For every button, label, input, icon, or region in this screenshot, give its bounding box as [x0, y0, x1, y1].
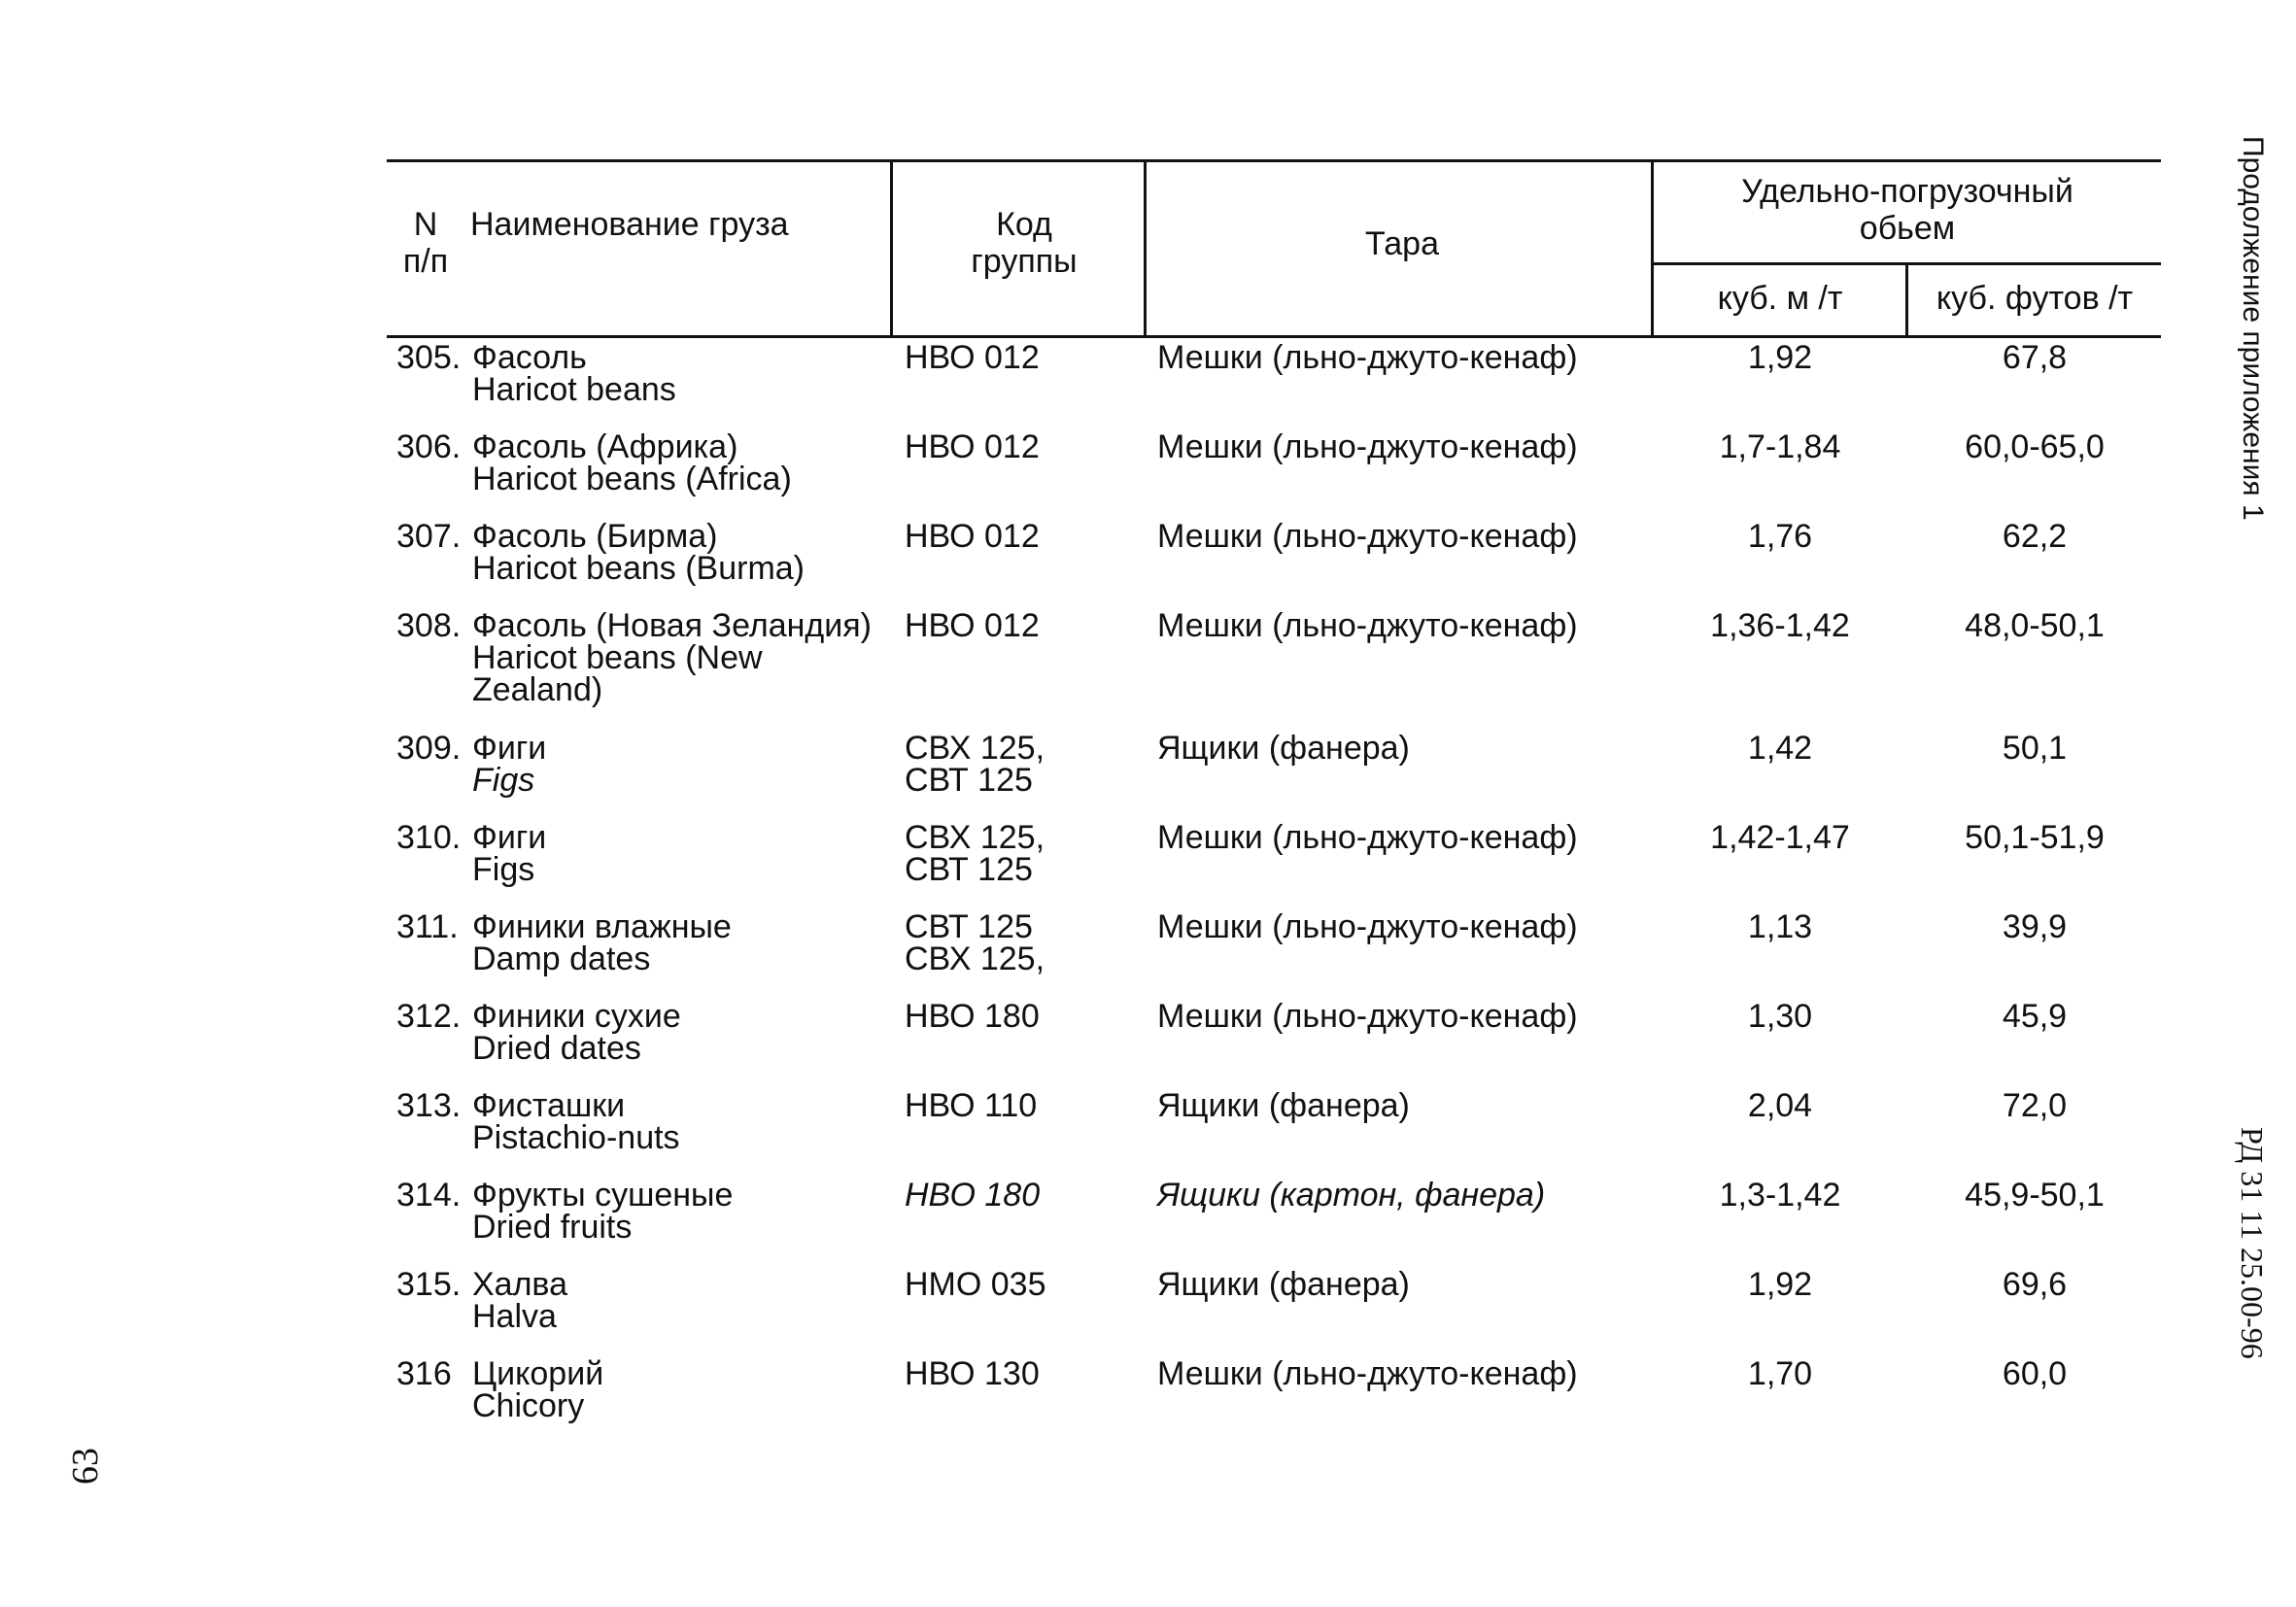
packaging: [1157, 730, 1643, 767]
group-code-line1: СВХ 125,: [905, 819, 1045, 856]
packaging: [1157, 1266, 1643, 1303]
header-number: [387, 206, 464, 280]
volume-cubic-meters: [1654, 908, 1906, 945]
group-code: [905, 1087, 1148, 1124]
row-number-text: 313.: [396, 1087, 462, 1124]
volume-m3-text: 1,3-1,42: [1719, 1177, 1841, 1214]
continuation-note: Продолжение приложения 1: [2237, 136, 2269, 521]
volume-m3-text: 1,42: [1747, 730, 1813, 767]
volume-m3-text: 1,30: [1747, 998, 1813, 1035]
cargo-name: [472, 1355, 900, 1424]
packaging: [1157, 607, 1643, 644]
packaging-text: Ящики (фанера): [1157, 1266, 1410, 1303]
header-packaging: Тара: [1365, 225, 1439, 262]
volume-ft3-text: 45,9: [2002, 998, 2068, 1035]
row-number-text: 312.: [396, 998, 462, 1035]
cargo-name-ru: Цикорий: [472, 1355, 604, 1392]
row-number-text: 316: [396, 1355, 452, 1392]
volume-ft3-text: 69,6: [2002, 1266, 2068, 1303]
volume-cubic-feet: [1908, 908, 2161, 945]
packaging: [1157, 819, 1643, 856]
volume-ft3-text: 48,0-50,1: [1965, 607, 2105, 644]
group-code-line2: СВТ 125: [905, 762, 1033, 799]
volume-ft3-text: 50,1-51,9: [1965, 819, 2105, 856]
packaging-text: Мешки (льно-джуто-кенаф): [1157, 908, 1578, 945]
group-code-line2: СВХ 125,: [905, 940, 1045, 977]
cargo-name: [472, 428, 900, 497]
group-code: [905, 518, 1148, 555]
row-number: [396, 998, 464, 1035]
cargo-name-en: Haricot beans (Burma): [472, 550, 805, 587]
group-code: [905, 1266, 1148, 1303]
row-number-text: 308.: [396, 607, 462, 644]
row-number: [396, 428, 464, 465]
group-code-line1: СВТ 125: [905, 908, 1033, 945]
packaging-text: Мешки (льно-джуто-кенаф): [1157, 607, 1578, 644]
cargo-name: [472, 819, 900, 888]
volume-m3-text: 1,70: [1747, 1355, 1813, 1392]
cargo-name-ru: Финики сухие: [472, 998, 681, 1035]
cargo-name-ru: Халва: [472, 1266, 568, 1303]
header-group-code: [898, 206, 1150, 280]
group-code-line1: НВО 012: [905, 518, 1040, 555]
cargo-name: [472, 1266, 900, 1335]
volume-m3-text: 1,92: [1747, 1266, 1813, 1303]
packaging: [1157, 428, 1643, 465]
header-volume-line1: Удельно-погрузочный: [1741, 173, 2073, 210]
volume-cubic-feet: [1908, 998, 2161, 1035]
group-code: [905, 1177, 1148, 1214]
group-code: [905, 730, 1148, 799]
packaging: [1157, 1087, 1643, 1124]
volume-ft3-text: 72,0: [2002, 1087, 2068, 1124]
row-number-text: 310.: [396, 819, 462, 856]
document-code: РД 31 11 25.00-96: [2235, 1127, 2270, 1359]
packaging: [1157, 908, 1643, 945]
volume-m3-text: 1,76: [1747, 518, 1813, 555]
group-code-line1: НВО 180: [905, 998, 1040, 1035]
volume-ft3-text: 60,0-65,0: [1965, 428, 2105, 465]
volume-ft3-text: 45,9-50,1: [1965, 1177, 2105, 1214]
cargo-name-en: Haricot beans: [472, 371, 676, 408]
packaging-text: Ящики (картон, фанера): [1157, 1177, 1546, 1214]
cargo-name-en: Haricot beans (Africa): [472, 461, 792, 497]
cargo-name-en: Dried dates: [472, 1030, 641, 1067]
row-number: [396, 730, 464, 767]
volume-cubic-feet: [1908, 428, 2161, 465]
row-number-text: 306.: [396, 428, 462, 465]
packaging: [1157, 518, 1643, 555]
cargo-name: [472, 518, 900, 587]
header-divider: [890, 159, 893, 338]
volume-cubic-feet: [1908, 518, 2161, 555]
row-number: [396, 607, 464, 644]
group-code-line1: НВО 012: [905, 428, 1040, 465]
volume-cubic-feet: [1908, 339, 2161, 376]
header-stowage-volume: [1654, 173, 2161, 247]
volume-cubic-meters: [1654, 819, 1906, 856]
table-top-rule: [387, 159, 2161, 162]
packaging-text: Мешки (льно-джуто-кенаф): [1157, 518, 1578, 555]
volume-cubic-feet: [1908, 607, 2161, 644]
volume-cubic-meters: [1654, 607, 1906, 644]
packaging-text: Мешки (льно-джуто-кенаф): [1157, 998, 1578, 1035]
row-number: [396, 518, 464, 555]
row-number-text: 311.: [396, 908, 459, 945]
row-number: [396, 339, 464, 376]
group-code-line1: НВО 012: [905, 607, 1040, 644]
cargo-name-en: Figs: [472, 762, 535, 799]
cargo-name-en: Damp dates: [472, 940, 651, 977]
packaging-text: Мешки (льно-джуто-кенаф): [1157, 819, 1578, 856]
packaging-text: Мешки (льно-джуто-кенаф): [1157, 428, 1578, 465]
row-number-text: 315.: [396, 1266, 462, 1303]
packaging: [1157, 998, 1643, 1035]
cargo-name-en-cont: Zealand): [472, 671, 603, 708]
volume-ft3-text: 62,2: [2002, 518, 2068, 555]
row-number: [396, 1355, 464, 1392]
cargo-name-en: Figs: [472, 851, 535, 888]
row-number: [396, 908, 464, 945]
packaging: [1157, 339, 1643, 376]
packaging-text: Ящики (фанера): [1157, 730, 1410, 767]
volume-m3-text: 1,13: [1747, 908, 1813, 945]
volume-m3-text: 1,36-1,42: [1710, 607, 1850, 644]
volume-cubic-feet: [1908, 819, 2161, 856]
volume-cubic-feet: [1908, 1087, 2161, 1124]
volume-cubic-meters: [1654, 518, 1906, 555]
header-cubic-feet: куб. футов /т: [1936, 280, 2134, 317]
cargo-name-en: Pistachio-nuts: [472, 1119, 680, 1156]
cargo-name-ru: Фисташки: [472, 1087, 626, 1124]
header-number-line1: N: [413, 206, 438, 243]
header-volume-line2: обьем: [1859, 210, 1956, 247]
cargo-name: [472, 908, 900, 977]
cargo-name-ru: Фасоль (Бирма): [472, 518, 718, 555]
header-bottom-rule: [387, 335, 2161, 338]
cargo-name-en: Chicory: [472, 1387, 585, 1424]
group-code-line1: НВО 180: [905, 1177, 1041, 1214]
cargo-name-ru: Фасоль (Африка): [472, 428, 738, 465]
volume-cubic-meters: [1654, 1266, 1906, 1303]
group-code: [905, 998, 1148, 1035]
group-code: [905, 1355, 1148, 1392]
volume-cubic-feet: [1908, 1177, 2161, 1214]
cargo-name-ru: Фасоль (Новая Зеландия): [472, 607, 872, 644]
volume-ft3-text: 39,9: [2002, 908, 2068, 945]
cargo-name: [472, 730, 900, 799]
row-number: [396, 1266, 464, 1303]
group-code: [905, 339, 1148, 376]
volume-ft3-text: 67,8: [2002, 339, 2068, 376]
cargo-name-en: Dried fruits: [472, 1209, 633, 1246]
header-code-line2: группы: [971, 243, 1078, 280]
volume-cubic-meters: [1654, 1177, 1906, 1214]
volume-cubic-meters: [1654, 998, 1906, 1035]
header-number-line2: п/п: [402, 243, 449, 280]
group-code-line1: НМО 035: [905, 1266, 1046, 1303]
volume-cubic-meters: [1654, 339, 1906, 376]
cargo-name-en: Halva: [472, 1298, 557, 1335]
cargo-name-ru: Фасоль: [472, 339, 587, 376]
cargo-name-ru: Фиги: [472, 819, 547, 856]
header-code-line1: Код: [996, 206, 1052, 243]
group-code-line1: НВО 110: [905, 1087, 1038, 1124]
volume-cubic-meters: [1654, 730, 1906, 767]
volume-m3-text: 1,42-1,47: [1710, 819, 1850, 856]
volume-m3-text: 1,7-1,84: [1719, 428, 1841, 465]
header-cubic-meters: куб. м /т: [1717, 280, 1843, 317]
group-code-line1: НВО 130: [905, 1355, 1040, 1392]
cargo-name: [472, 998, 900, 1067]
volume-ft3-text: 60,0: [2002, 1355, 2068, 1392]
row-number-text: 314.: [396, 1177, 462, 1214]
row-number-text: 307.: [396, 518, 462, 555]
volume-ft3-text: 50,1: [2002, 730, 2068, 767]
cargo-name-ru: Фиги: [472, 730, 547, 767]
row-number: [396, 1177, 464, 1214]
group-code-line2: СВТ 125: [905, 851, 1033, 888]
packaging: [1157, 1355, 1643, 1392]
row-number: [396, 819, 464, 856]
volume-cubic-meters: [1654, 428, 1906, 465]
packaging-text: Мешки (льно-джуто-кенаф): [1157, 1355, 1578, 1392]
volume-cubic-feet: [1908, 730, 2161, 767]
group-code-line1: НВО 012: [905, 339, 1040, 376]
cargo-name: [472, 1177, 900, 1246]
group-code-line1: СВХ 125,: [905, 730, 1045, 767]
cargo-name: [472, 339, 900, 408]
volume-cubic-feet: [1908, 1266, 2161, 1303]
cargo-name-ru: Финики влажные: [472, 908, 732, 945]
group-code: [905, 607, 1148, 644]
group-code: [905, 819, 1148, 888]
group-code: [905, 428, 1148, 465]
cargo-name-ru: Фрукты сушеные: [472, 1177, 734, 1214]
header-sub-rule: [1654, 262, 2161, 265]
volume-m3-text: 1,92: [1747, 339, 1813, 376]
volume-cubic-meters: [1654, 1087, 1906, 1124]
packaging-text: Мешки (льно-джуто-кенаф): [1157, 339, 1578, 376]
packaging-text: Ящики (фанера): [1157, 1087, 1410, 1124]
cargo-name-en: Haricot beans (New: [472, 639, 763, 676]
cargo-name: [472, 1087, 900, 1156]
row-number: [396, 1087, 464, 1124]
group-code: [905, 908, 1148, 977]
row-number-text: 309.: [396, 730, 462, 767]
cargo-name: [472, 607, 900, 708]
volume-cubic-feet: [1908, 1355, 2161, 1392]
volume-cubic-meters: [1654, 1355, 1906, 1392]
header-cargo-name: Наименование груза: [470, 206, 789, 243]
row-number-text: 305.: [396, 339, 462, 376]
packaging: [1157, 1177, 1643, 1214]
volume-m3-text: 2,04: [1747, 1087, 1813, 1124]
page-number: 63: [65, 1448, 106, 1485]
